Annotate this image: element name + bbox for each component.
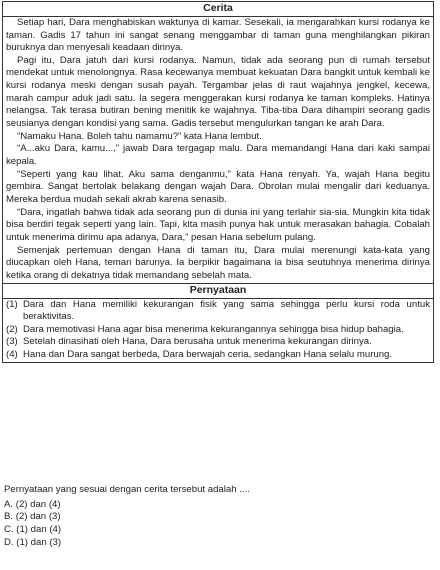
answer-option-a[interactable] [4, 499, 434, 512]
statement-text: Dara memotivasi Hana agar bisa menerima kekurangannya sehingga bisa hidup bahagia. [23, 323, 404, 335]
statement-text: Dara dan Hana memiliki kekurangan fisik yang sama sehingga perlu kursi roda untuk beraktivitas. [23, 298, 430, 323]
story-paragraph: “A...aku Dara, kamu...,” jawab Dara tergagap malu. Dara memandangi Hana dari kaki sampai kepala. [6, 143, 430, 168]
option-letter: B. [4, 511, 14, 523]
option-letter: D. [4, 536, 14, 548]
story-paragraph: “Namaku Hana. Boleh tahu namamu?” kata Hana lembut. [17, 130, 262, 142]
answer-option-b[interactable] [4, 511, 434, 524]
statement-text: Setelah dinasihati oleh Hana, Dara berusaha untuk menerima kekurangan dirinya. [23, 336, 372, 348]
story-paragraph: Semenjak pertemuan dengan Hana di taman itu, Dara mulai merenungi kata-kata yang diucapkan oleh Hana, teman barunya. Ia berpikir bagaimana ia bisa seutuhnya menerima dirinya ketika orang di dekatnya tidak memandang sebelah mata. [6, 244, 430, 281]
story-title: Cerita [3, 2, 434, 17]
story-paragraph: Setiap hari, Dara menghabiskan waktunya di kamar. Sesekali, ia mengarahkan kursi rodanya ke taman. Gadis 17 tahun ini sangat senang menggambar di taman guna menghilangkan pikiran buruknya dan menyesali keadaan dirinya. [6, 16, 430, 54]
question-section [4, 484, 434, 549]
statement-number: (1) [6, 298, 18, 310]
statement-text: Hana dan Dara sangat berbeda, Dara berwajah ceria, sedangkan Hana selalu murung. [23, 349, 393, 361]
option-letter: C. [4, 523, 14, 535]
option-text: (2) dan (4) [15, 498, 61, 510]
option-letter: A. [4, 498, 14, 510]
statements-title: Pernyataan [3, 283, 434, 298]
story-body [3, 16, 434, 283]
option-text: (1) dan (3) [16, 536, 62, 548]
statement-item [6, 349, 430, 362]
statement-item [6, 324, 430, 337]
statements-list [3, 298, 434, 362]
statement-number: (2) [6, 323, 18, 335]
story-paragraph: Pagi itu, Dara jatuh dari kursi rodanya. Namun, tidak ada seorang pun di rumah tersebut mendekat untuk menolongnya. Rasa kecewanya membuat kekuatan Dara bangkit untuk kembali ke kursi rodanya meski dengan susah payah. Tergambar jelas di raut wajahnya jengkel, kecewa, marah campur aduk jadi satu. Ia segera menggerakan kursi rodanya ke taman kompleks. Hatinya nelangsa. Tak terasa butiran bening menitik ke wajahnya. Tiba-tiba Dara dihampiri seorang gadis seusianya dengan kondisi yang sama. Gadis tersebut mengulurkan tangan ke arah Dara. [6, 54, 430, 130]
story-paragraph: “Dara, ingatlah bahwa tidak ada seorang pun di dunia ini yang terlahir sia-sia. Mungkin kita tidak bisa berdiri tegak seperti yang lain. Tapi, kita masih punya hak untuk merasakan bahagia. Cobalah untuk menerima dirimu apa adanya, Dara,” pesan Hana sebelum pulang. [6, 206, 430, 244]
answer-option-d[interactable] [4, 537, 434, 550]
question-text: Pernyataan yang sesuai dengan cerita tersebut adalah .... [4, 484, 250, 495]
option-text: (1) dan (4) [16, 523, 62, 535]
statement-number: (4) [6, 349, 18, 361]
story-table [2, 1, 434, 363]
option-text: (2) dan (3) [15, 511, 61, 523]
statement-item [6, 336, 430, 349]
statement-number: (3) [6, 336, 18, 348]
statement-item [6, 299, 430, 324]
story-paragraph: “Seperti yang kau lihat. Aku sama denganmu,” kata Hana renyah. Ya, wajah Hana begitu gembira. Sangat bertolak belakang dengan wajah Dara. Obrolan mulai mengalir dari keduanya. Mereka berdua mudah sekali akrab karena senasib. [6, 168, 430, 206]
answer-option-c[interactable] [4, 524, 434, 537]
